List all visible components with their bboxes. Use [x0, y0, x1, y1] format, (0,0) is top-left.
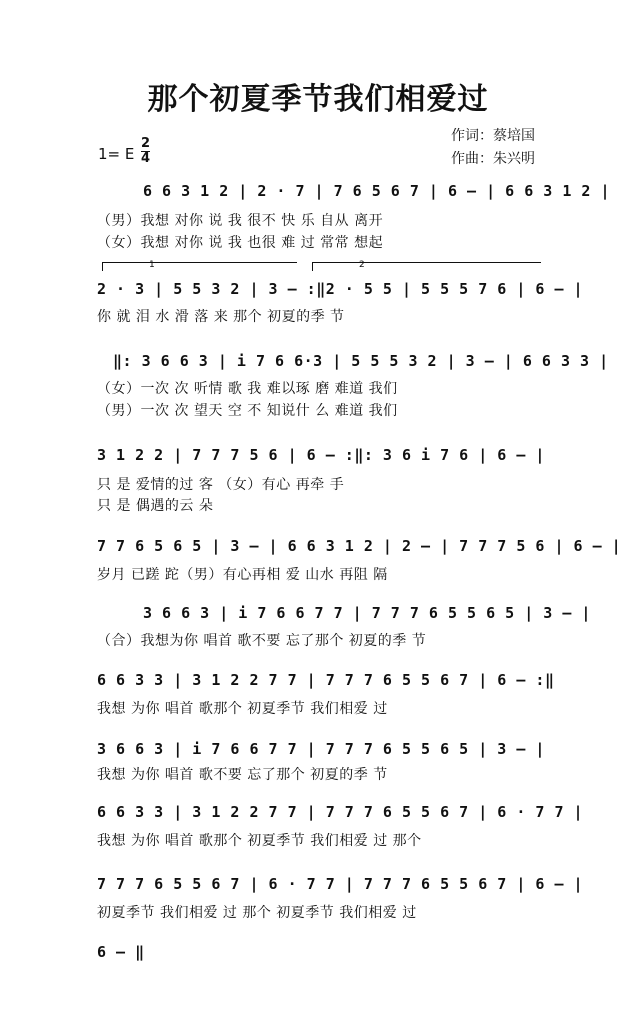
notation-line-1: 6 6 3 1 2 | 2 · 7 | 7 6 5 6 7 | 6 – | 6 6 3 1 2 | — [143, 182, 611, 200]
time-signature — [141, 138, 150, 165]
lyric-line-1a: （男）我想 对你 说 我 很不 快 乐 自从 离开 — [97, 213, 384, 229]
key-signature: 1= E — [98, 145, 135, 163]
time-signature-bottom: 4 — [141, 151, 151, 166]
lyric-line-7: 我想 为你 唱首 歌那个 初夏季节 我们相爱 过 — [97, 701, 388, 717]
lyric-line-8: 我想 为你 唱首 歌不要 忘了那个 初夏的季 节 — [97, 767, 388, 783]
notation-line-2: 2 · 3 | 5 5 3 2 | 3 – :‖2 · 5 5 | 5 5 5 7 6 | 6 – | — [97, 280, 584, 298]
notation-line-8: 3 6 6 3 | i 7 6 6 7 7 | 7 7 7 6 5 5 6 5 | 3 – | — [97, 740, 545, 758]
notation-line-4: 3 1 2 2 | 7 7 7 5 6 | 6 – :‖: 3 6 i 7 6 | 6 – | — [97, 446, 545, 464]
notation-line-6: 3 6 6 3 | i 7 6 6 7 7 | 7 7 7 6 5 5 6 5 | 3 – | — [143, 604, 591, 622]
lyric-line-4a: 只 是 爱情的过 客 （女）有心 再牵 手 — [97, 477, 345, 493]
notation-line-10: 7 7 7 6 5 5 6 7 | 6 · 7 7 | 7 7 7 6 5 5 6 7 | 6 – | — [97, 875, 584, 893]
notation-line-7: 6 6 3 3 | 3 1 2 2 7 7 | 7 7 7 6 5 5 6 7 | 6 – :‖ — [97, 671, 555, 689]
lyric-line-3b: （男）一次 次 望天 空 不 知说什 么 难道 我们 — [97, 403, 398, 419]
lyricist-credit: 作词：蔡培国 — [451, 128, 535, 144]
notation-line-3: ‖: 3 6 6 3 | i 7 6 6·3 | 5 5 5 3 2 | 3 – | 6 6 3 3 | — [113, 352, 609, 370]
lyric-line-1b: （女）我想 对你 说 我 也很 难 过 常常 想起 — [97, 235, 384, 251]
lyric-line-3a: （女）一次 次 听情 歌 我 难以琢 磨 难道 我们 — [97, 381, 398, 397]
lyric-line-4b: 只 是 偶遇的云 朵 — [97, 498, 214, 514]
song-title: 那个初夏季节我们相爱过 — [147, 82, 489, 117]
lyric-line-6: （合）我想为你 唱首 歌不要 忘了那个 初夏的季 节 — [97, 633, 427, 649]
composer-credit: 作曲：朱兴明 — [451, 151, 535, 167]
volta-number-2: 2 — [359, 260, 365, 270]
volta-bracket-1 — [102, 262, 297, 271]
notation-line-5: 7 7 6 5 6 5 | 3 – | 6 6 3 1 2 | 2 – | 7 7 7 5 6 | 6 – | — [97, 537, 622, 555]
volta-number-1: 1 — [149, 260, 155, 270]
notation-line-9: 6 6 3 3 | 3 1 2 2 7 7 | 7 7 7 6 5 5 6 7 | 6 · 7 7 | — [97, 803, 584, 821]
volta-bracket-2 — [312, 262, 541, 271]
time-signature-top: 2 — [141, 136, 151, 151]
lyric-line-10: 初夏季节 我们相爱 过 那个 初夏季节 我们相爱 过 — [97, 905, 417, 921]
lyric-line-5: 岁月 已蹉 跎（男）有心再相 爱 山水 再阻 隔 — [97, 567, 388, 583]
lyric-line-2: 你 就 泪 水 滑 落 来 那个 初夏的季 节 — [97, 309, 345, 325]
lyric-line-9: 我想 为你 唱首 歌那个 初夏季节 我们相爱 过 那个 — [97, 833, 422, 849]
notation-line-11: 6 – ‖ — [97, 943, 145, 961]
